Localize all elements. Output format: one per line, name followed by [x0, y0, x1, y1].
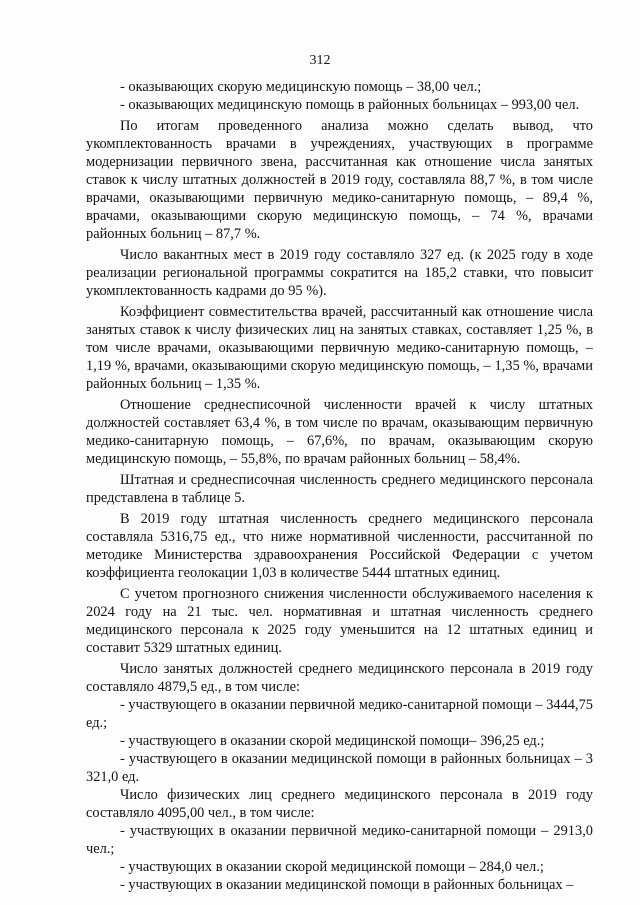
- paragraph: Число вакантных мест в 2019 году составляло 327 ед. (к 2025 году в ходе реализации региональной программы сократится на 185,2 ставки, что повысит укомплектованность кадрами до 95 %).: [86, 247, 593, 299]
- list-item: - участвующего в оказании скорой медицинской помощи– 396,25 ед.;: [120, 733, 545, 749]
- list-item: - участвующего в оказании первичной медико-санитарной помощи – 3444,75 ед.;: [86, 697, 593, 731]
- paragraph: Коэффициент совместительства врачей, рассчитанный как отношение числа занятых ставок к числу физических лиц на занятых ставках, составляет 1,25 %, в том числе врачами, оказывающими первичную медико-санитарную помощь, – 1,19 %, врачами, оказывающими скорую медицинскую помощь, – 1,35 %, врачами районных больниц – 1,35 %.: [86, 304, 593, 392]
- paragraph: По итогам проведенного анализа можно сделать вывод, что укомплектованность врачами в учреждениях, участвующих в программе модернизации первичного звена, рассчитанная как отношение числа занятых ставок к числу штатных должностей в 2019 году, составляла 88,7 %, в том числе врачами, оказывающими первичную медико-санитарную помощь, – 89,4 %, врачами, оказывающими скорую медицинскую помощь, – 74 %, врачами районных больниц – 87,7 %.: [86, 118, 593, 242]
- paragraph: В 2019 году штатная численность среднего медицинского персонала составляла 5316,75 ед., что ниже нормативной численности, рассчитанной по методике Министерства здравоохранения Российской Федерации с учетом коэффициента геолокации 1,03 в количестве 5444 штатных единиц.: [86, 511, 593, 581]
- list-item: - участвующих в оказании медицинской помощи в районных больницах –: [120, 877, 574, 893]
- list-item: - оказывающих скорую медицинскую помощь – 38,00 чел.;: [120, 79, 482, 95]
- paragraph: Число физических лиц среднего медицинского персонала в 2019 году составляло 4095,00 чел., в том числе:: [86, 787, 593, 821]
- paragraph: С учетом прогнозного снижения численности обслуживаемого населения к 2024 году на 21 тыс. чел. нормативная и штатная численность среднего медицинского персонала к 2025 году уменьшится на 12 штатных единиц и составит 5329 штатных единиц.: [86, 586, 593, 656]
- list-item: - оказывающих медицинскую помощь в районных больницах – 993,00 чел.: [120, 97, 580, 113]
- list-item: - участвующих в оказании скорой медицинской помощи – 284,0 чел.;: [120, 859, 544, 875]
- paragraph: Отношение среднесписочной численности врачей к числу штатных должностей составляет 63,4 %, в том числе по врачам, оказывающим первичную медико-санитарную помощь, – 67,6%, по врачам, оказывающим скорую медицинскую помощь, – 55,8%, по врачам районных больниц – 58,4%.: [86, 397, 593, 467]
- document-body: [86, 78, 593, 894]
- list-item: - участвующих в оказании первичной медико-санитарной помощи – 2913,0 чел.;: [86, 823, 593, 857]
- paragraph: Число занятых должностей среднего медицинского персонала в 2019 году составляло 4879,5 ед., в том числе:: [86, 661, 593, 695]
- page-number: 312: [309, 53, 331, 68]
- list-item: - участвующего в оказании медицинской помощи в районных больницах – 3 321,0 ед.: [86, 751, 593, 785]
- paragraph: Штатная и среднесписочная численность среднего медицинского персонала представлена в таблице 5.: [86, 472, 593, 506]
